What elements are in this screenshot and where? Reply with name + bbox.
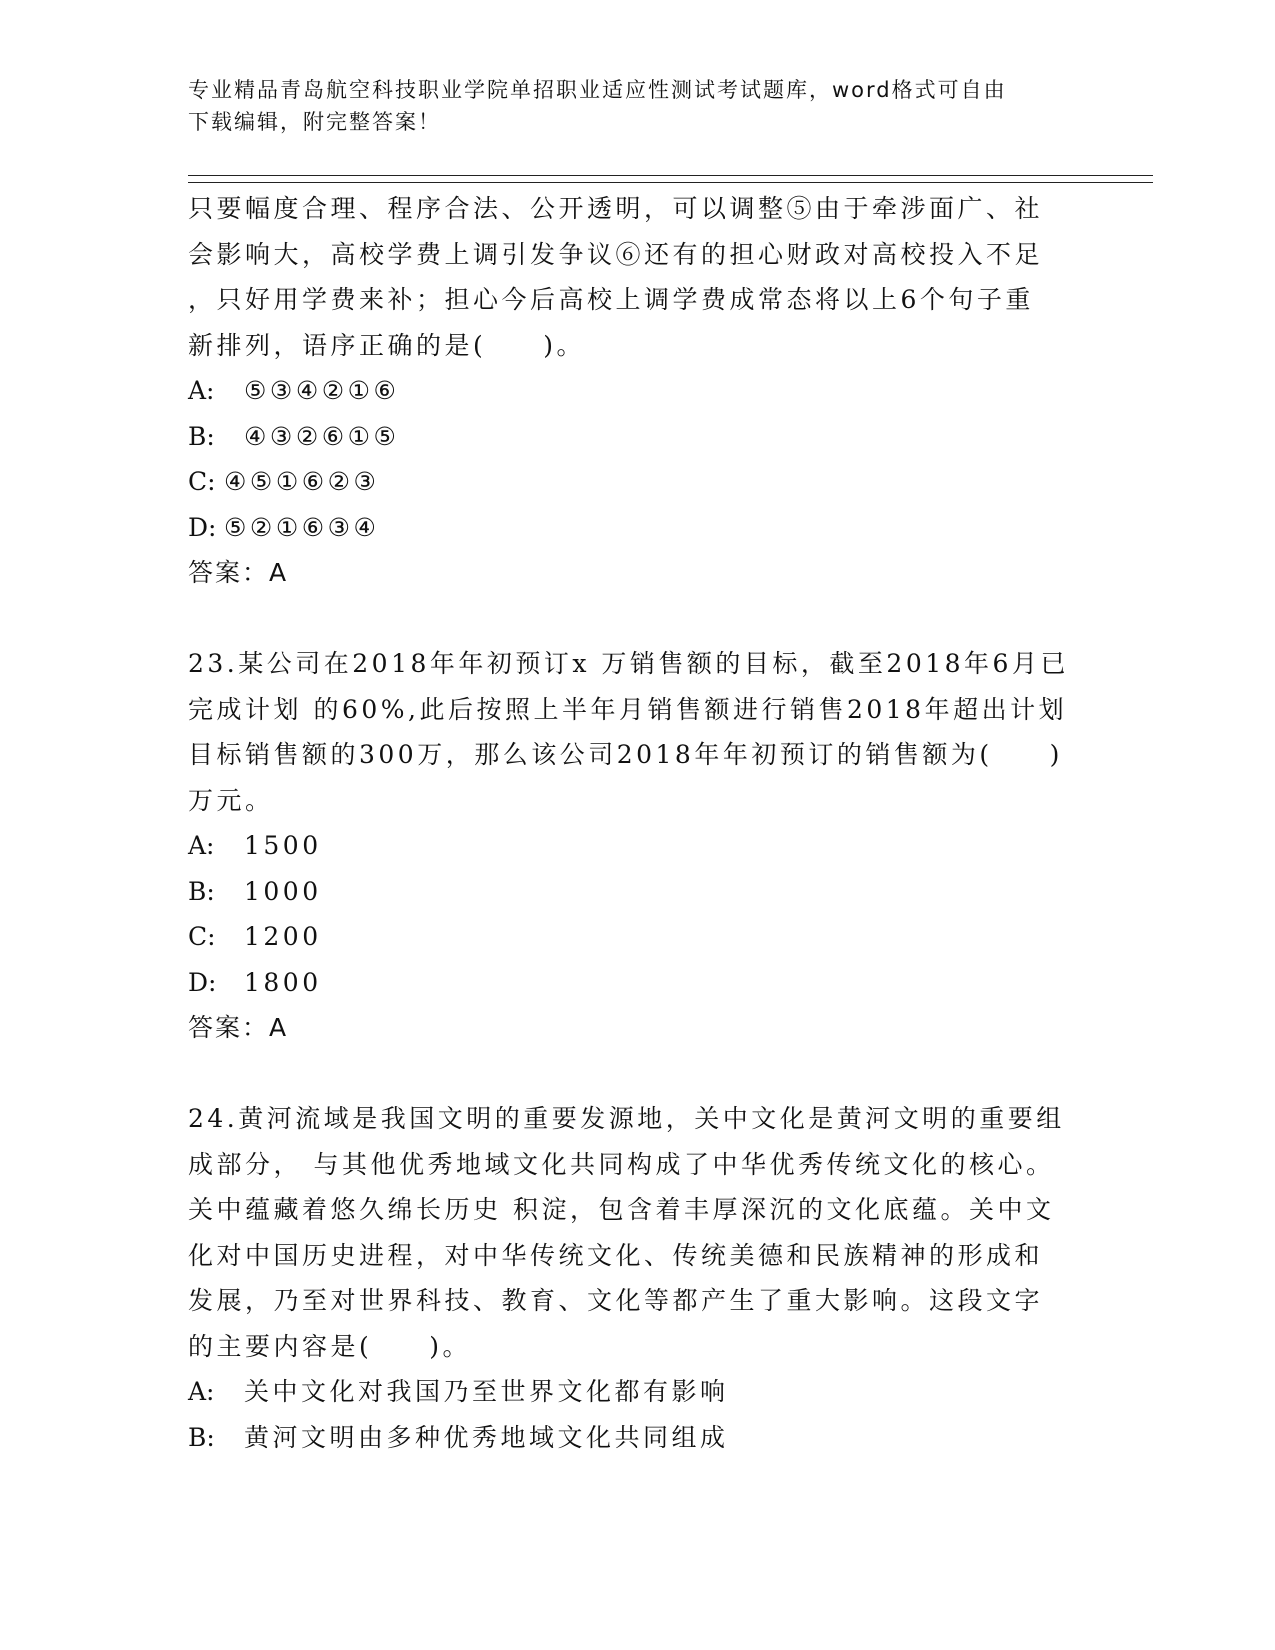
question-text-line: 成部分， 与其他优秀地域文化共同构成了中华优秀传统文化的核心。 <box>188 1149 1055 1179</box>
header-line-2: 下载编辑，附完整答案！ <box>188 110 441 134</box>
option-key: D: <box>188 512 217 542</box>
question-text-line: 新排列，语序正确的是( )。 <box>188 330 586 360</box>
answer-line: 答案：A <box>188 558 289 587</box>
option-a <box>188 1369 1088 1415</box>
option-key: B: <box>188 876 215 906</box>
option-key: D: <box>188 967 217 997</box>
spacer <box>188 596 1088 642</box>
question-text-line: ，只好用学费来补；担心今后高校上调学费成常态将以上6个句子重 <box>188 285 1034 314</box>
option-b <box>188 869 1088 915</box>
question-text-line: 发展，乃至对世界科技、教育、文化等都产生了重大影响。这段文字 <box>188 1286 1044 1315</box>
question-text-line: 关中蕴藏着悠久绵长历史 积淀，包含着丰厚深沉的文化底蕴。关中文 <box>188 1195 1055 1224</box>
header-rule-bottom <box>188 182 1153 183</box>
question-23 <box>188 641 1088 1051</box>
question-22 <box>188 186 1088 596</box>
answer-line: 答案：A <box>188 1013 289 1042</box>
option-d <box>188 960 1088 1006</box>
option-text: ⑤③④②①⑥ <box>244 376 400 405</box>
question-text-line: 目标销售额的300万，那么该公司2018年年初预订的销售额为( ) <box>188 740 1063 769</box>
page-header <box>188 74 1068 138</box>
question-text-line: 万元。 <box>188 785 274 815</box>
question-text-line: 24.黄河流域是我国文明的重要发源地，关中文化是黄河文明的重要组 <box>188 1104 1065 1133</box>
option-key: A: <box>188 831 215 860</box>
option-a <box>188 823 1088 869</box>
question-text-line: 的主要内容是( )。 <box>188 1331 472 1361</box>
option-d <box>188 505 1088 551</box>
option-a <box>188 368 1088 414</box>
option-c <box>188 914 1088 960</box>
question-text-line: 只要幅度合理、程序合法、公开透明，可以调整⑤由于牵涉面广、社 <box>188 194 1044 223</box>
option-key: A: <box>188 1377 215 1406</box>
option-key: A: <box>188 376 215 405</box>
header-rule-top <box>188 175 1153 176</box>
spacer <box>188 1051 1088 1097</box>
option-text: 黄河文明由多种优秀地域文化共同组成 <box>244 1422 729 1452</box>
option-text: 1500 <box>244 831 322 860</box>
question-text-line: 完成计划 的60%,此后按照上半年月销售额进行销售2018年超出计划 <box>188 694 1068 724</box>
option-text: 关中文化对我国乃至世界文化都有影响 <box>244 1377 729 1406</box>
question-text-line: 化对中国历史进程，对中华传统文化、传统美德和民族精神的形成和 <box>188 1240 1044 1270</box>
question-body <box>188 186 1088 1460</box>
option-key: B: <box>188 1422 215 1452</box>
option-text: ④③②⑥①⑤ <box>244 421 400 451</box>
question-text-line: 23.某公司在2018年年初预订x 万销售额的目标，截至2018年6月已 <box>188 649 1069 678</box>
option-text: 1200 <box>244 922 322 951</box>
option-b <box>188 414 1088 460</box>
header-line-1: 专业精品青岛航空科技职业学院单招职业适应性测试考试题库，word格式可自由 <box>188 78 1007 102</box>
option-key: C: <box>188 467 216 496</box>
option-key: B: <box>188 421 215 451</box>
option-b <box>188 1415 1088 1461</box>
option-text: ⑤②①⑥③④ <box>224 512 380 542</box>
option-text: 1800 <box>244 967 322 997</box>
question-24 <box>188 1096 1088 1460</box>
option-text: ④⑤①⑥②③ <box>224 467 380 496</box>
option-key: C: <box>188 922 216 951</box>
question-text-line: 会影响大，高校学费上调引发争议⑥还有的担心财政对高校投入不足 <box>188 239 1044 269</box>
option-text: 1000 <box>244 876 322 906</box>
option-c <box>188 459 1088 505</box>
